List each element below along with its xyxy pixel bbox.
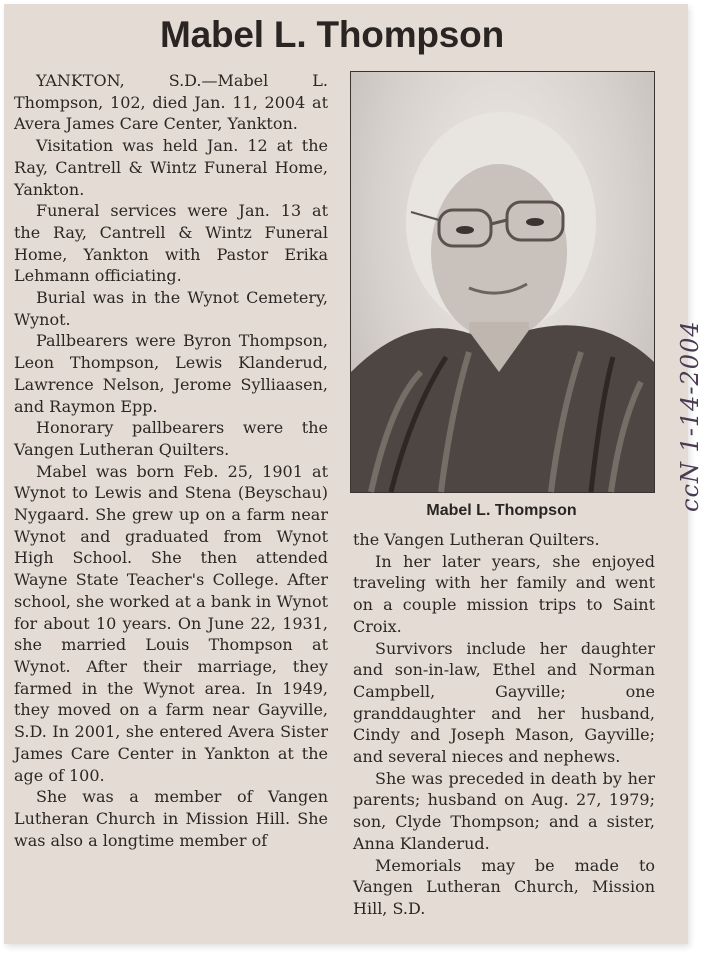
left-text-column bbox=[14, 70, 328, 851]
paragraph: Memorials may be made to Vangen Lutheran Church, Mission Hill, S.D. bbox=[353, 855, 655, 918]
newspaper-clipping bbox=[4, 4, 704, 944]
right-text-column bbox=[353, 529, 655, 920]
portrait-illustration bbox=[351, 72, 654, 492]
photo-caption: Mabel L. Thompson bbox=[426, 502, 577, 519]
handwritten-date-note: ccN 1-14-2004 bbox=[676, 320, 704, 512]
portrait-photo bbox=[350, 71, 655, 493]
paragraph: She was preceded in death by her parents; husband on Aug. 27, 1979; son, Clyde Thompson; and a sister, Anna Klanderud. bbox=[353, 768, 655, 853]
obituary-headline: Mabel L. Thompson bbox=[160, 14, 504, 55]
paragraph: Funeral services were Jan. 13 at the Ray, Cantrell & Wintz Funeral Home, Yankton with Pastor Erika Lehmann officiating. bbox=[14, 201, 328, 286]
paragraph: Survivors include her daughter and son-in-law, Ethel and Norman Campbell, Gayville; one granddaughter and her husband, Cindy and Joseph Mason, Gayville; and several nieces and nephews. bbox=[353, 638, 655, 767]
paragraph: She was a member of Vangen Lutheran Church in Mission Hill. She was also a longtime member of bbox=[14, 787, 328, 850]
paragraph: Burial was in the Wynot Cemetery, Wynot. bbox=[14, 288, 328, 329]
paragraph: YANKTON, S.D.—Mabel L. Thompson, 102, died Jan. 11, 2004 at Avera James Care Center, Yankton. bbox=[14, 71, 328, 134]
paragraph: Visitation was held Jan. 12 at the Ray, Cantrell & Wintz Funeral Home, Yankton. bbox=[14, 136, 328, 199]
paragraph: Pallbearers were Byron Thompson, Leon Thompson, Lewis Klanderud, Lawrence Nelson, Jerome Sylliaasen, and Raymon Epp. bbox=[14, 331, 328, 416]
paragraph: Honorary pallbearers were the Vangen Lutheran Quilters. bbox=[14, 418, 328, 459]
paragraph: the Vangen Lutheran Quilters. bbox=[353, 530, 600, 549]
paragraph: Mabel was born Feb. 25, 1901 at Wynot to Lewis and Stena (Beyschau) Nygaard. She grew up on a farm near Wynot and graduated from Wynot High School. She then attended Wayne State Teacher's College. After school, she worked at a bank in Wynot for about 10 years. On June 22, 1931, she married Louis Thompson at Wynot. After their marriage, they farmed in the Wynot area. In 1949, they moved on a farm near Gayville, S.D. In 2001, she entered Avera Sister James Care Center in Yankton at the age of 100. bbox=[14, 461, 328, 785]
paragraph: In her later years, she enjoyed traveling with her family and went on a couple mission trips to Saint Croix. bbox=[353, 551, 655, 636]
